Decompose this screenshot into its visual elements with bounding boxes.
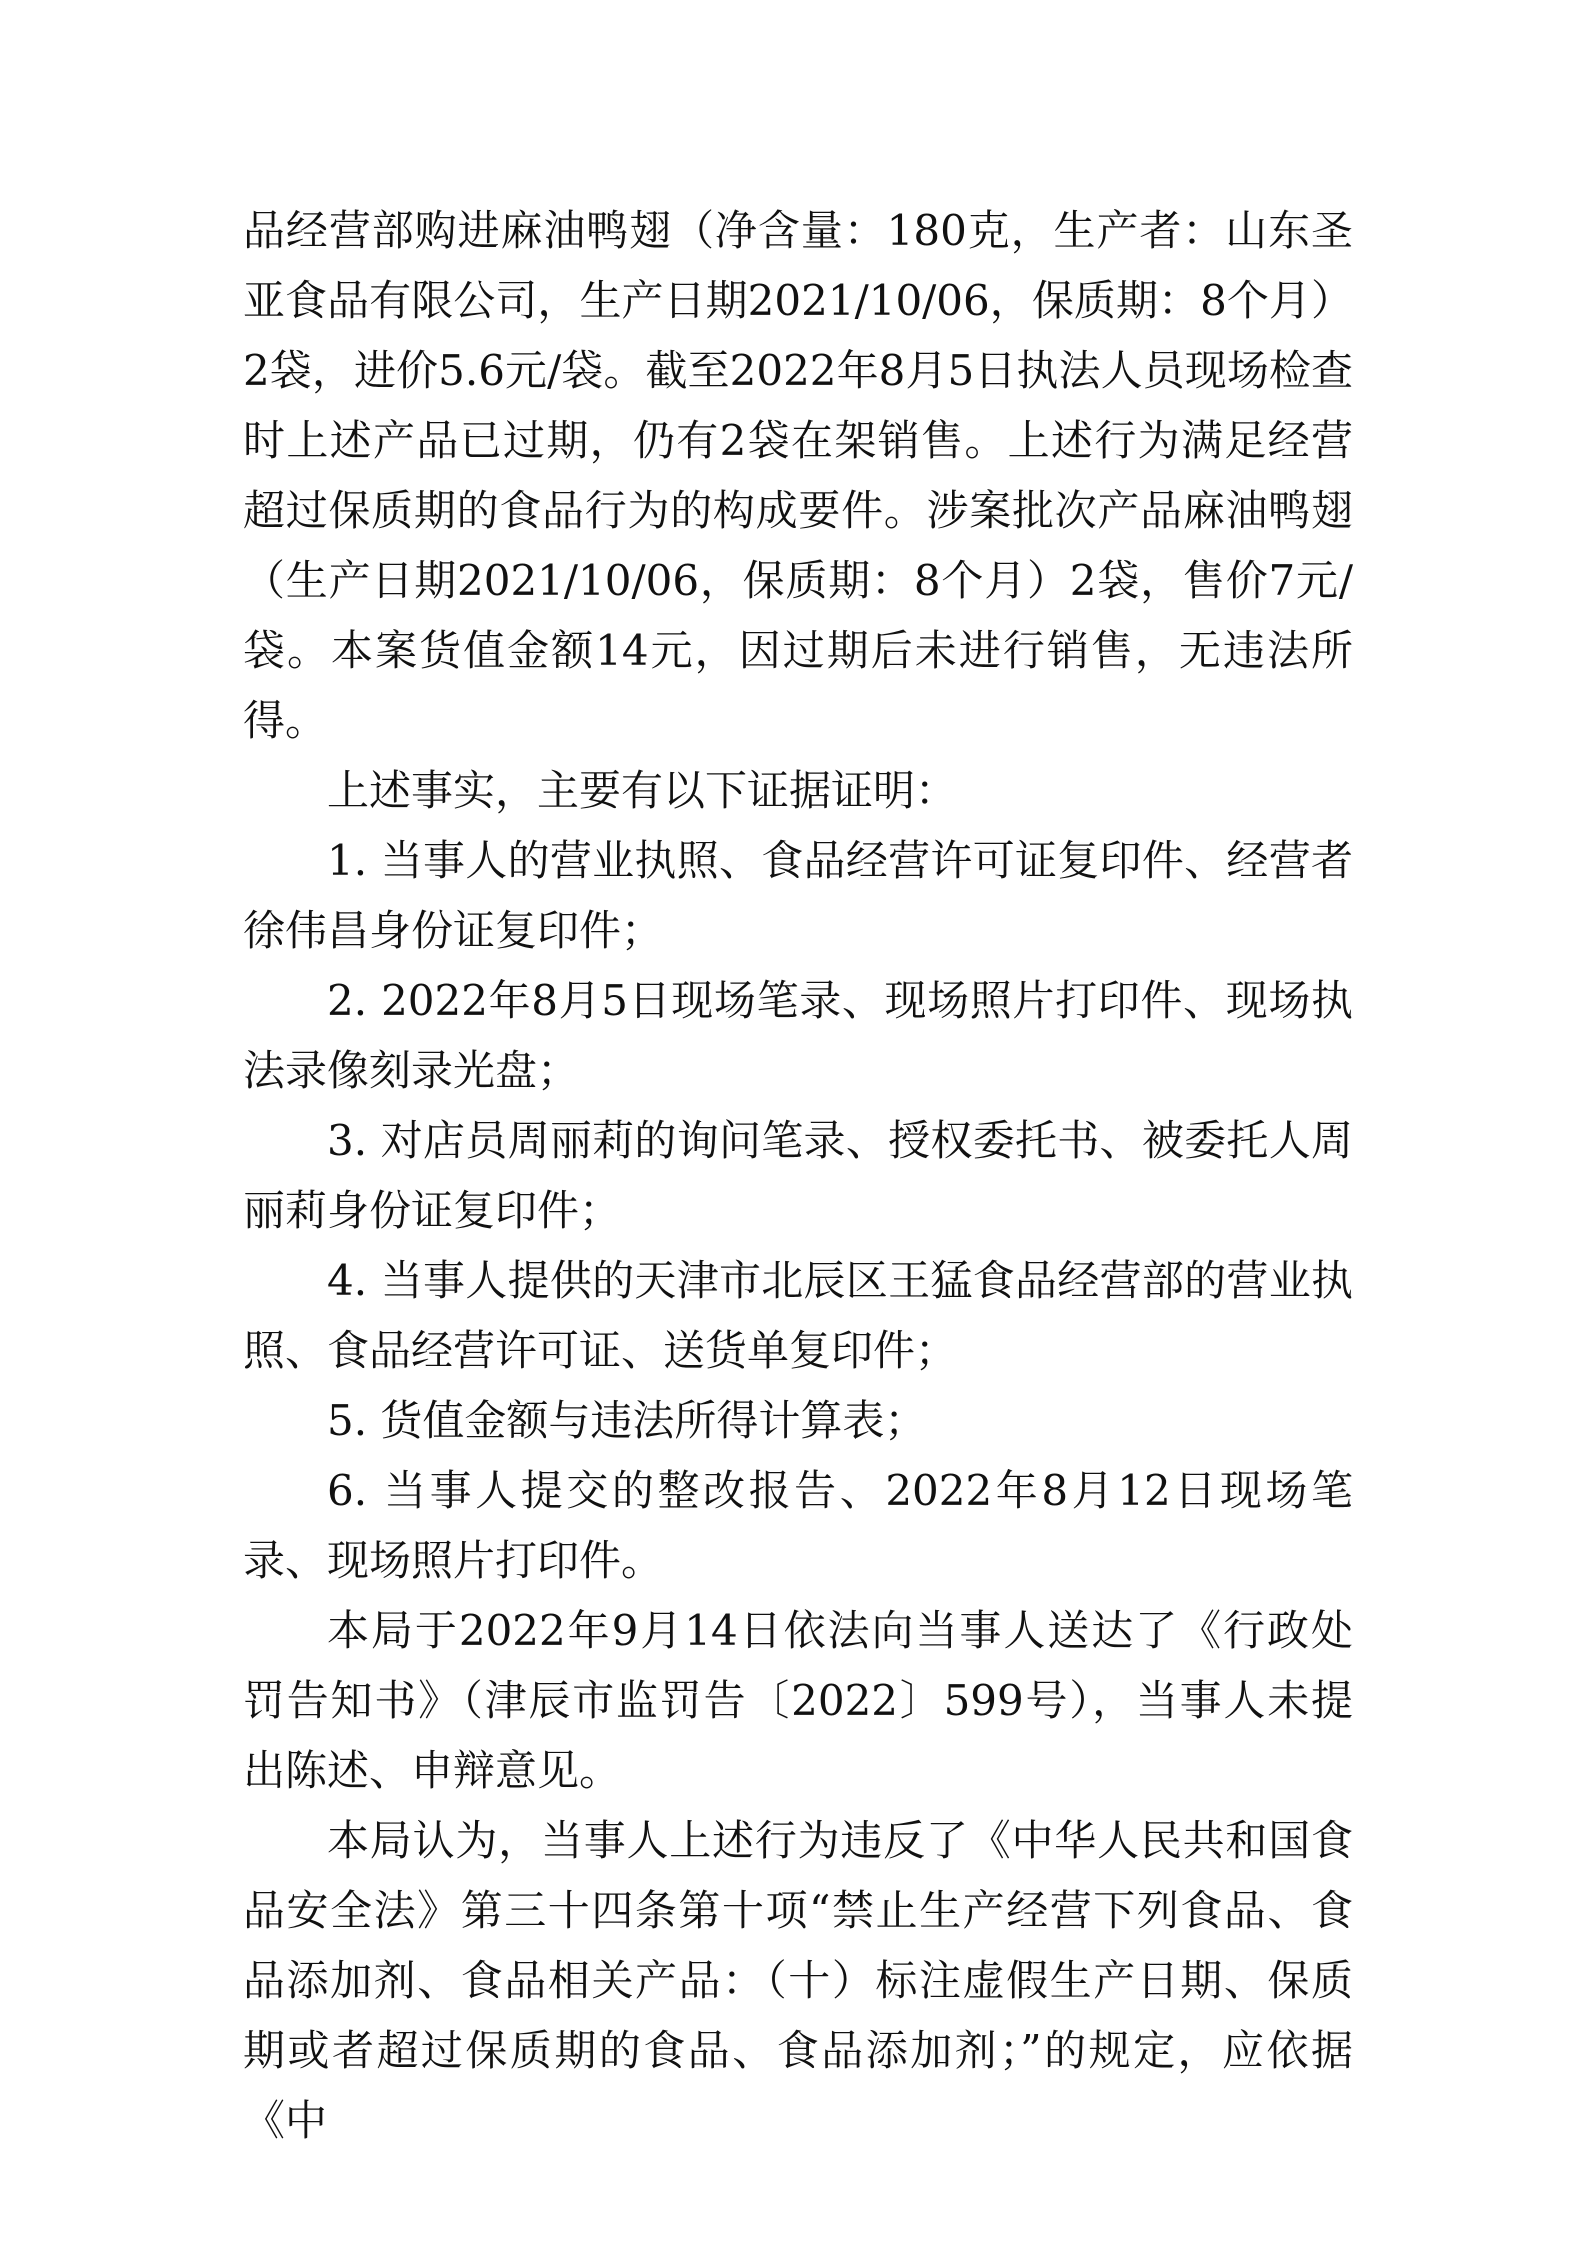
evidence-item-6: 6. 当事人提交的整改报告、2022年8月12日现场笔录、现场照片打印件。 <box>243 1466 1353 1585</box>
evidence-item-2: 2. 2022年8月5日现场笔录、现场照片打印件、现场执法录像刻录光盘； <box>243 976 1353 1095</box>
evidence-item-5: 5. 货值金额与违法所得计算表； <box>327 1396 927 1445</box>
evidence-item-4: 4. 当事人提供的天津市北辰区王猛食品经营部的营业执照、食品经营许可证、送货单复印件； <box>243 1256 1353 1375</box>
paragraph-continued: 品经营部购进麻油鸭翅（净含量：180克，生产者：山东圣亚食品有限公司，生产日期2021/10/06，保质期：8个月）2袋，进价5.6元/袋。截至2022年8月5日执法人员现场检查时上述产品已过期，仍有2袋在架销售。上述行为满足经营超过保质期的食品行为的构成要件。涉案批次产品麻油鸭翅（生产日期2021/10/06，保质期：8个月）2袋，售价7元/袋。本案货值金额14元，因过期后未进行销售，无违法所得。 <box>243 206 1353 745</box>
paragraph-evidence-intro: 上述事实，主要有以下证据证明： <box>327 766 958 815</box>
paragraph-conclusion: 本局认为，当事人上述行为违反了《中华人民共和国食品安全法》第三十四条第十项“禁止生产经营下列食品、食品添加剂、食品相关产品：（十）标注虚假生产日期、保质期或者超过保质期的食品、食品添加剂；”的规定，应依据《中 <box>243 1816 1353 2145</box>
paragraph-notice: 本局于2022年9月14日依法向当事人送达了《行政处罚告知书》（津辰市监罚告〔2022〕599号），当事人未提出陈述、申辩意见。 <box>243 1606 1353 1795</box>
evidence-item-1: 1. 当事人的营业执照、食品经营许可证复印件、经营者徐伟昌身份证复印件； <box>243 836 1353 955</box>
document-body <box>243 196 1353 2156</box>
evidence-item-3: 3. 对店员周丽莉的询问笔录、授权委托书、被委托人周丽莉身份证复印件； <box>243 1116 1353 1235</box>
